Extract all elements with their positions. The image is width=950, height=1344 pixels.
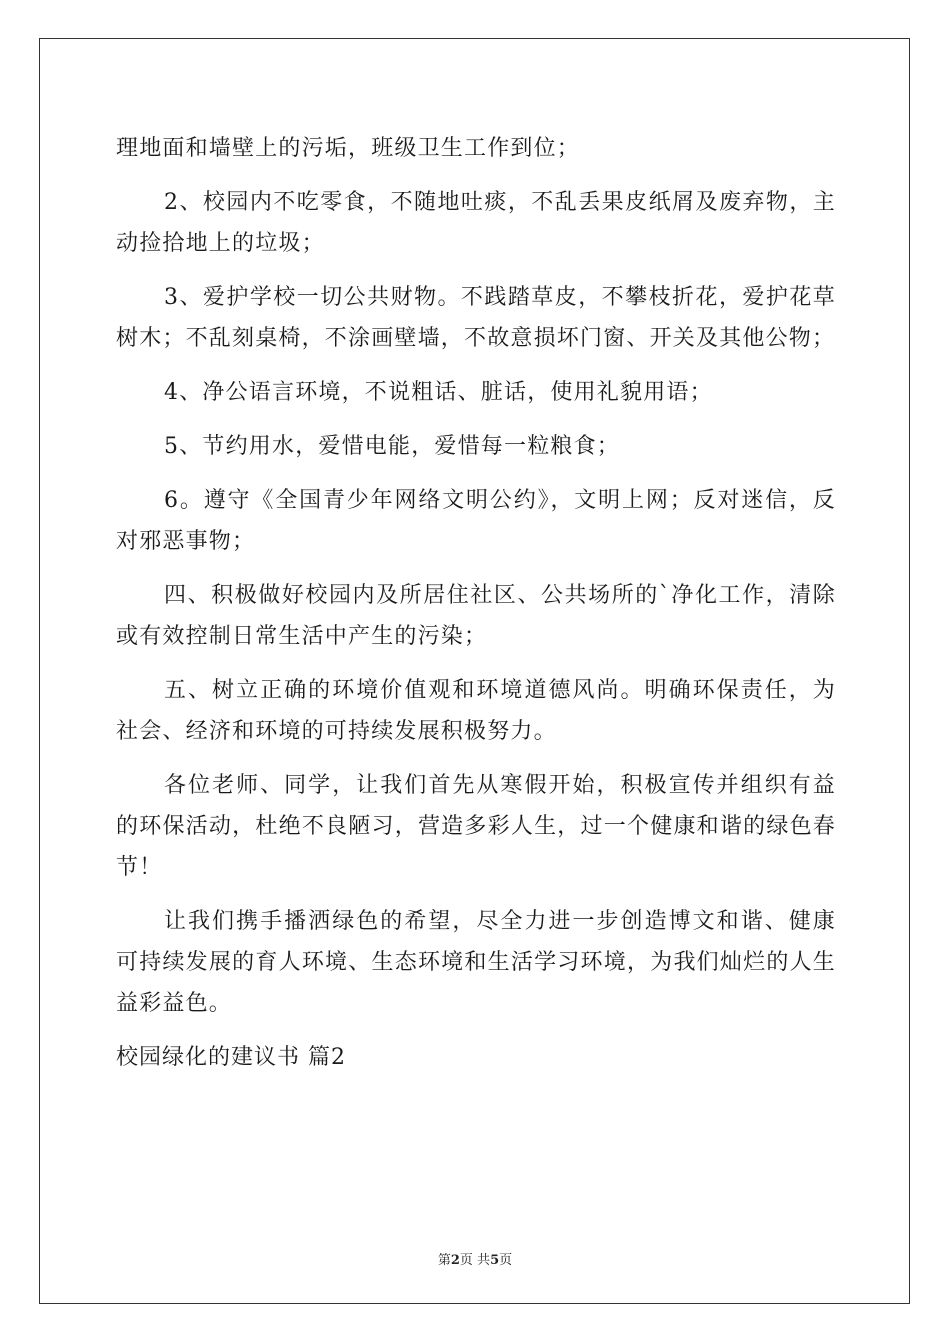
page-number-mid: 页 共 [459,1253,491,1268]
paragraph: 2、校园内不吃零食，不随地吐痰，不乱丢果皮纸屑及废弃物，主动捡拾地上的垃圾； [116,190,836,256]
paragraph: 6。遵守《全国青少年网络文明公约》，文明上网；反对迷信，反对邪恶事物； [116,488,836,554]
section-heading: 校园绿化的建议书 篇2 [116,1045,346,1070]
paragraph: 5、节约用水，爱惜电能，爱惜每一粒粮食； [164,434,620,459]
total-page-count: 5 [490,1253,500,1268]
document-body [116,128,836,1078]
paragraph: 五、树立正确的环境价值观和环境道德风尚。明确环保责任，为社会、经济和环境的可持续发展积极努力。 [116,678,836,744]
paragraph: 理地面和墙壁上的污垢，班级卫生工作到位； [116,136,581,161]
paragraph: 3、爱护学校一切公共财物。不践踏草皮，不攀枝折花，爱护花草树木；不乱刻桌椅，不涂画壁墙，不故意损坏门窗、开关及其他公物； [116,285,836,351]
page-footer [0,1249,950,1268]
page-number-suffix: 页 [499,1253,513,1268]
paragraph: 四、积极做好校园内及所居住社区、公共场所的`净化工作，清除或有效控制日常生活中产生的污染； [116,583,836,649]
current-page-number: 2 [450,1253,460,1268]
paragraph: 让我们携手播洒绿色的希望，尽全力进一步创造博文和谐、健康可持续发展的育人环境、生态环境和生活学习环境，为我们灿烂的人生益彩益色。 [116,909,836,1016]
paragraph: 4、净公语言环境，不说粗话、脏话，使用礼貌用语； [164,380,713,405]
paragraph: 各位老师、同学，让我们首先从寒假开始，积极宣传并组织有益的环保活动，杜绝不良陋习，营造多彩人生，过一个健康和谐的绿色春节！ [116,773,836,880]
page-number-prefix: 第 [437,1253,451,1268]
